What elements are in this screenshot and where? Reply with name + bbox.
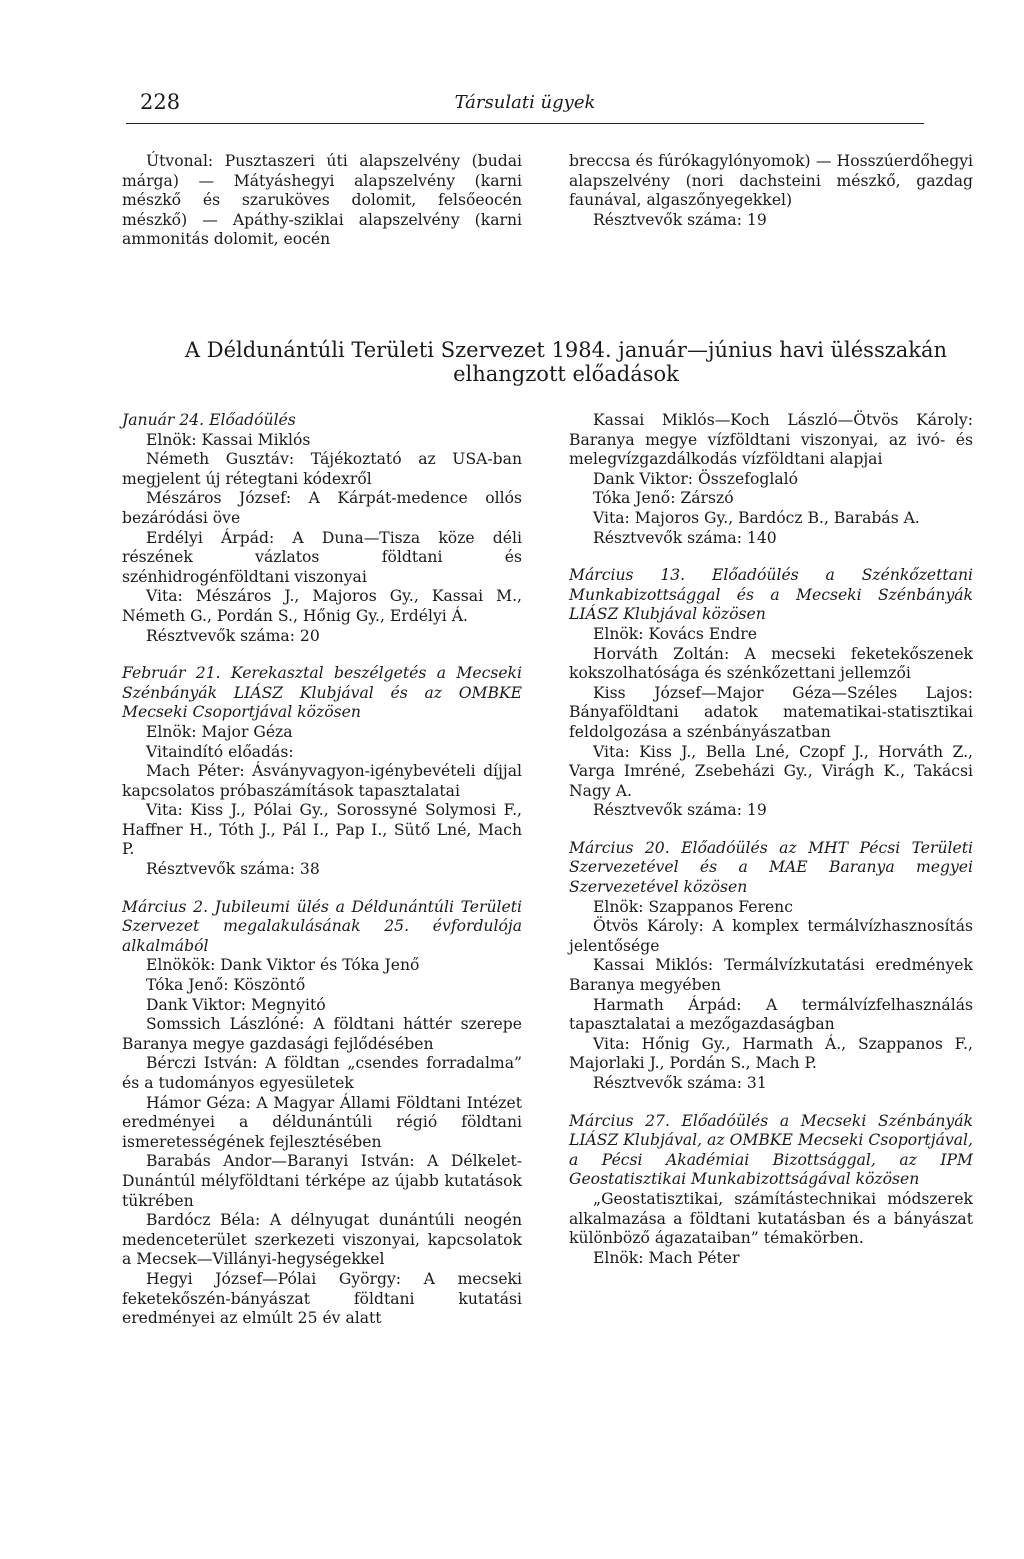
session-entry: Elnök: Mach Péter [593,1248,740,1267]
page-header [126,88,924,124]
session-entry: Mészáros József: A Kárpát-medence ollós bezáródási öve [122,489,522,527]
section-title-line-2: elhangzott előadások [453,362,679,386]
session-entry: Hámor Géza: A Magyar Állami Földtani Intézet eredményei a déldunántúli régió földtani ismeretességének fejlesztésében [122,1093,522,1151]
session-title: Január 24. Előadóülés [122,411,296,429]
session-entry: Tóka Jenő: Zárszó [593,489,734,508]
session-entry: Vita: Kiss J., Bella Lné, Czopf J., Horváth Z., Varga Imréné, Zsebeházi Gy., Virágh K., Takácsi Nagy A. [569,742,973,800]
session-entry: Elnök: Szappanos Ferenc [593,897,793,916]
session-entry: Kassai Miklós: Termálvízkutatási eredmények Baranya megyében [569,956,973,995]
session-entry: Vita: Majoros Gy., Bardócz B., Barabás A. [593,508,920,527]
session-entry: Elnök: Major Géza [146,722,293,741]
session-block [569,839,973,1094]
prev-right-count: Résztvevők száma: 19 [593,210,767,229]
session-entry: Résztvevők száma: 20 [146,626,320,645]
session-entry: Erdélyi Árpád: A Duna—Tisza köze déli részének vázlatos földtani és szénhidrogénföldtani viszonyai [122,528,522,586]
session-entry: Somssich Lászlóné: A földtani háttér szerepe Baranya megye gazdasági fejlődésében [122,1015,522,1053]
session-block [122,411,522,646]
session-block [569,566,973,821]
session-entry: Elnökök: Dank Viktor és Tóka Jenő [146,956,420,975]
session-entry: Harmath Árpád: A termálvízfelhasználás tapasztalatai a mezőgazdaságban [569,995,973,1034]
prev-right-paragraph: breccsa és fúrókagylónyomok) — Hosszúerdőhegyi alapszelvény (nori dachsteini mészkő, gazdag faunával, algaszőnyegekkel) [569,152,973,210]
session-block [122,898,522,1329]
session-entry: Bardócz Béla: A délnyugat dunántúli neogén medenceterület szerkezeti viszonyai, kapcsolatok a Mecsek—Villányi-hegységekkel [122,1211,522,1269]
session-entry: Bérczi István: A földtan „csendes forradalma” és a tudományos egyesületek [122,1054,522,1092]
session-entry: Vita: Mészáros J., Majoros Gy., Kassai M., Németh G., Pordán S., Hőnig Gy., Erdélyi Á. [122,587,522,625]
session-entry: Vita: Hőnig Gy., Harmath Á., Szappanos F., Majorlaki J., Pordán S., Mach P. [569,1034,973,1073]
continued-text-right [569,152,973,230]
session-entry: Mach Péter: Ásványvagyon-igénybevételi díjjal kapcsolatos próbaszámítások tapasztalatai [122,762,522,800]
prev-left-paragraph: Útvonal: Pusztaszeri úti alapszelvény (budai márga) — Mátyáshegyi alapszelvény (karni mészkő és szaruköves dolomit, felsőeocén mészkő) — Apáthy-sziklai alapszelvény (karni ammonitás dolomit, eocén [122,152,522,249]
session-block [122,664,522,880]
session-entry: Kiss József—Major Géza—Széles Lajos: Bányaföldtani adatok matematikai-statisztikai feldolgozása a szénbányászatban [569,683,973,741]
section-title [136,338,996,386]
session-entry: Dank Viktor: Összefoglaló [593,469,799,488]
continued-text-left [122,152,522,250]
header-rule [126,123,924,124]
session-entry: Barabás Andor—Baranyi István: A Délkelet-Dunántúl mélyföldtani térképe az újabb kutatások tükrében [122,1152,522,1210]
session-entry: Németh Gusztáv: Tájékoztató az USA-ban megjelent új rétegtani kódexről [122,450,522,488]
session-entry: Tóka Jenő: Köszöntő [146,976,306,995]
session-title: Március 20. Előadóülés az MHT Pécsi Területi Szervezetével és a MAE Baranya megyei Szervezetével közösen [569,838,973,897]
page-number: 228 [140,90,181,114]
session-entry: Résztvevők száma: 31 [593,1074,767,1092]
session-entry: Résztvevők száma: 140 [593,528,777,547]
right-column [569,411,973,1286]
session-title: Március 27. Előadóülés a Mecseki Szénbányák LIÁSZ Klubjával, az OMBKE Mecseki Csoportjával, a Pécsi Akadémiai Bizottsággal, az IPM Geostatisztikai Munkabizottságával közösen [569,1111,973,1189]
session-entry: Horváth Zoltán: A mecseki feketekőszenek kokszolhatósága és szénkőzettani jellemzői [569,644,973,683]
session-entry: Hegyi József—Pólai György: A mecseki feketekőszén-bányászat földtani kutatási eredményei az elmúlt 25 év alatt [122,1269,522,1328]
running-head: Társulati ügyek [454,92,596,113]
session-block [569,1112,973,1269]
session-title: Március 2. Jubileumi ülés a Déldunántúli Területi Szervezet megalakulásának 25. évfordulója alkalmából [122,897,522,955]
session-entry: Résztvevők száma: 19 [593,801,767,820]
left-column [122,411,522,1347]
session-entry: Elnök: Kovács Endre [593,624,757,643]
session-entry: Vita: Kiss J., Pólai Gy., Sorossyné Solymosi F., Haffner H., Tóth J., Pál I., Pap I., Sütő Lné, Mach P. [122,801,522,859]
session-title: Február 21. Kerekasztal beszélgetés a Mecseki Szénbányák LIÁSZ Klubjával és az OMBKE Mecseki Csoportjával közösen [122,664,522,722]
session-entry: Résztvevők száma: 38 [146,860,320,879]
session-entry: Dank Viktor: Megnyitó [146,995,326,1014]
section-title-line-1: A Déldunántúli Területi Szervezet 1984. január—június havi ülésszakán [184,338,948,362]
session-entry: „Geostatisztikai, számítástechnikai módszerek alkalmazása a földtani kutatásban és a bányászat különböző ágazataiban” témakörben. [569,1189,973,1248]
session-entry: Elnök: Kassai Miklós [146,430,311,449]
session-entry: Vitaindító előadás: [146,742,294,761]
session-title: Március 13. Előadóülés a Szénkőzettani Munkabizottsággal és a Mecseki Szénbányák LIÁSZ Klubjával közösen [569,566,973,624]
session-block [569,411,973,548]
session-entry: Kassai Miklós—Koch László—Ötvös Károly: Baranya megye vízföldtani viszonyai, az ivó- és melegvízgazdálkodás vízföldtani alapjai [569,411,973,469]
session-entry: Ötvös Károly: A komplex termálvízhasznosítás jelentősége [569,917,973,955]
